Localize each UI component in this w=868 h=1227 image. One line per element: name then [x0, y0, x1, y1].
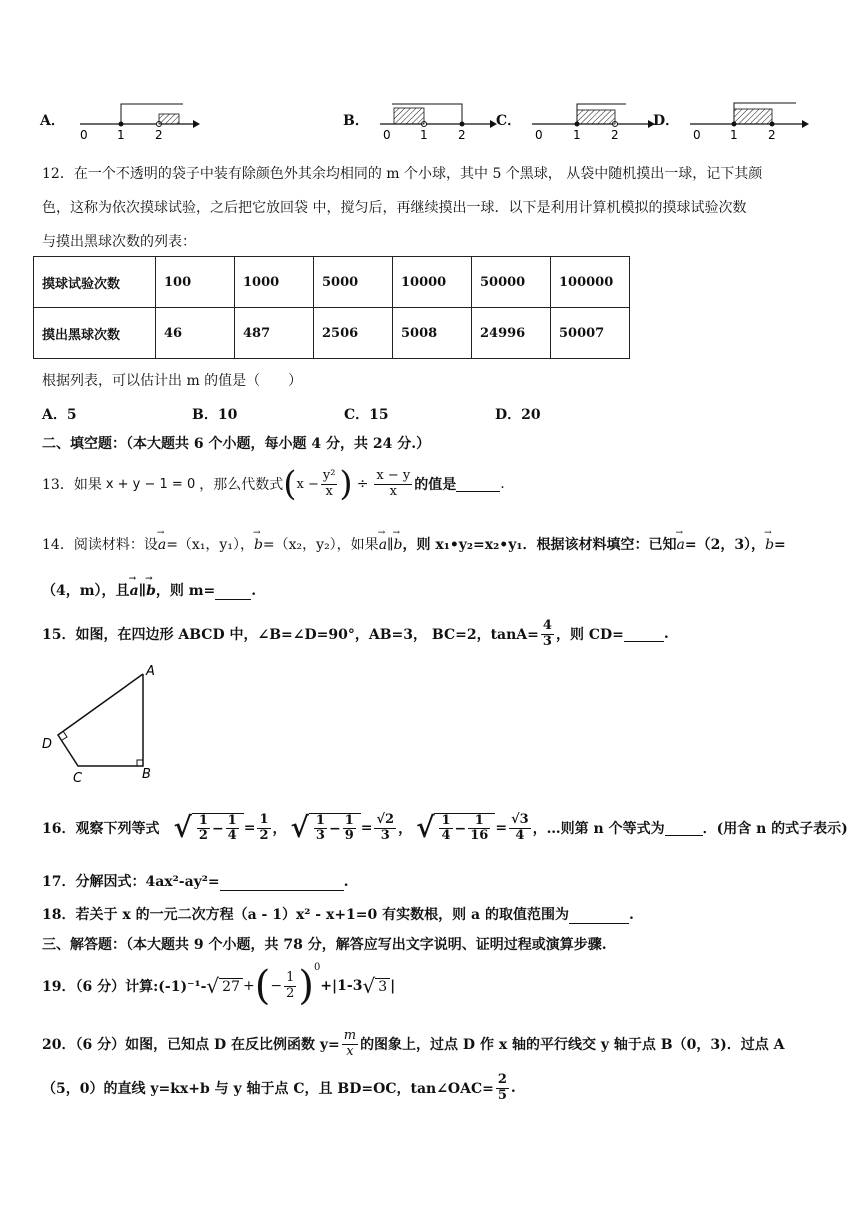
- label-a: A: [146, 664, 155, 679]
- q16-prefix: 16．观察下列等式: [42, 821, 160, 837]
- label-c: C: [73, 771, 83, 784]
- option-c-label: C．: [496, 113, 522, 129]
- table-row: [34, 308, 630, 359]
- answer-blank[interactable]: [220, 876, 344, 891]
- q13-x: x −: [296, 476, 319, 492]
- tick-0: 0: [535, 128, 543, 142]
- q20-line1: 20．（6 分）如图，已知点 D 在反比例函数 y= $\frac{m}{x}$ 的图象上，过点 D 作 x 轴的平行线交 y 轴于点 B（0，3)．过点 A: [42, 1028, 785, 1059]
- tick-1: 1: [117, 128, 125, 142]
- answer-blank[interactable]: [215, 585, 251, 600]
- number-line-a: [75, 95, 200, 145]
- answer-blank[interactable]: [456, 477, 500, 492]
- radical: √ 27: [206, 976, 243, 996]
- q14-line2: （4，m），且→ a∥→ b，则 m= .: [42, 580, 256, 600]
- q15-text: 15．如图，在四边形 ABCD 中，∠B=∠D=90°，AB=3， BC=2，tanA=: [42, 627, 539, 643]
- radical: √ $\frac{1}{3}$ − $\frac{1}{9}$: [291, 813, 361, 844]
- tick-2: 2: [768, 128, 776, 142]
- table-cell: 1000: [235, 257, 314, 308]
- number-line-d: [688, 95, 813, 145]
- table-header-cell: 摸球试验次数: [34, 257, 156, 308]
- q15-suffix: ，则 CD=: [555, 627, 624, 643]
- table-cell: 100: [156, 257, 235, 308]
- table-cell: 100000: [551, 257, 630, 308]
- label-d: D: [42, 737, 53, 752]
- q12-line1: 12．在一个不透明的袋子中装有除颜色外其余均相同的 m 个小球，其中 5 个黑球， 从袋中随机摸出一球，记下其颜: [42, 166, 763, 182]
- tick-0: 0: [383, 128, 391, 142]
- table-header-cell: 摸出黑球次数: [34, 308, 156, 359]
- table-cell: 46: [156, 308, 235, 359]
- table-row: [34, 257, 630, 308]
- table-cell: 10000: [393, 257, 472, 308]
- period: .: [500, 476, 505, 492]
- q16: 16．观察下列等式 √ $\frac{1}{2}$ − $\frac{1}{4}$ = $\frac{1}{2}$ ， √ $\frac{1}{3}$ − $\frac{1}{9}$ = $\frac{√2}{3}$ ， √ $\frac{1}{4}$ − $\frac{1}{16}$ = $\frac{√3}{4}$ ，…则第 n 个等式为 ．(用含 n 的式子表示): [42, 811, 848, 844]
- fraction: $\frac{x - y}{x}$: [376, 468, 411, 499]
- vector-a: → a: [158, 537, 166, 553]
- q13-suffix: 的值是: [414, 477, 457, 493]
- divide-sign: ÷: [356, 476, 369, 492]
- fraction: $\frac{\text{y²}}{x}$: [322, 468, 336, 499]
- option-d-label: D．: [653, 113, 680, 129]
- vector-b: → b: [254, 537, 263, 553]
- q20-line2: （5，0）的直线 y=kx+b 与 y 轴于点 C，且 BD=OC，tan∠OAC= $\frac{2}{5}$ .: [42, 1072, 516, 1103]
- section-2-heading: 二、填空题：（本大题共 6 个小题，每小题 4 分，共 24 分.）: [42, 436, 431, 452]
- option-a-label: A．: [40, 113, 65, 129]
- q12-question: 根据列表，可以估计出 m 的值是（ ）: [42, 373, 303, 389]
- q13: [42, 459, 505, 509]
- tick-1: 1: [730, 128, 738, 142]
- left-paren: (: [283, 464, 297, 504]
- table-cell: 5000: [314, 257, 393, 308]
- q13-mid: ，那么代数式: [199, 477, 284, 493]
- q15: 15．如图，在四边形 ABCD 中，∠B=∠D=90°，AB=3， BC=2，tanA= $\frac{4}{3}$ ，则 CD= .: [42, 618, 669, 649]
- tick-0: 0: [693, 128, 701, 142]
- q13-condition: x + y − 1 = 0: [105, 476, 196, 492]
- table-cell: 487: [235, 308, 314, 359]
- q17: 17．分解因式：4ax²-ay²= .: [42, 874, 349, 890]
- fraction: $\frac{4}{3}$: [542, 618, 552, 649]
- tick-1: 1: [420, 128, 428, 142]
- answer-blank[interactable]: [624, 627, 664, 642]
- radical: √ $\frac{1}{2}$ − $\frac{1}{4}$: [173, 813, 243, 844]
- label-b: B: [142, 767, 151, 782]
- q12-line2: 色，这称为依次摸球试验，之后把它放回袋 中，搅匀后，再继续摸出一球．以下是利用计算机模拟的摸球试验次数: [42, 200, 747, 216]
- q18: 18．若关于 x 的一元二次方程（a - 1）x² - x+1=0 有实数根，则 a 的取值范围为 .: [42, 907, 634, 923]
- table-cell: 2506: [314, 308, 393, 359]
- q12-option-d: D．20: [495, 407, 541, 423]
- table-cell: 50007: [551, 308, 630, 359]
- q12-line3: 与摸出黑球次数的列表：: [42, 234, 196, 250]
- tick-1: 1: [573, 128, 581, 142]
- trial-table: [33, 256, 630, 359]
- q14-line1: 14．阅读材料：设→ a=（x₁，y₁），→ b=（x₂，y₂），如果→ a∥→ b，则 x₁•y₂=x₂•y₁．根据该材料填空：已知→ a=（2，3），→ b=: [42, 534, 786, 554]
- q12-option-a: A．5: [42, 407, 77, 423]
- table-cell: 5008: [393, 308, 472, 359]
- radical: √ 3: [362, 976, 390, 996]
- tick-2: 2: [611, 128, 619, 142]
- q19: 19．（6 分）计算:(-1)⁻¹- √ 27 + ( − $\frac{1}{2}$ ) 0 +|1-3 √ 3 |: [42, 962, 396, 1009]
- number-line-c: [530, 95, 655, 145]
- quadrilateral-figure: [38, 662, 168, 784]
- tick-2: 2: [155, 128, 163, 142]
- answer-blank[interactable]: [665, 821, 703, 836]
- option-b-label: B．: [343, 113, 369, 129]
- q12-option-b: B．10: [192, 407, 238, 423]
- tick-0: 0: [80, 128, 88, 142]
- right-paren: ): [339, 464, 353, 504]
- number-line-b: [378, 95, 498, 145]
- q12-option-c: C．15: [344, 407, 389, 423]
- answer-blank[interactable]: [569, 909, 629, 924]
- table-cell: 50000: [472, 257, 551, 308]
- radical: √ $\frac{1}{4}$ − $\frac{1}{16}$: [416, 813, 495, 844]
- table-cell: 24996: [472, 308, 551, 359]
- section-3-heading: 三、解答题：（本大题共 9 个小题，共 78 分，解答应写出文字说明、证明过程或演算步骤.: [42, 937, 607, 953]
- q13-prefix: 13．如果: [42, 477, 102, 493]
- tick-2: 2: [458, 128, 466, 142]
